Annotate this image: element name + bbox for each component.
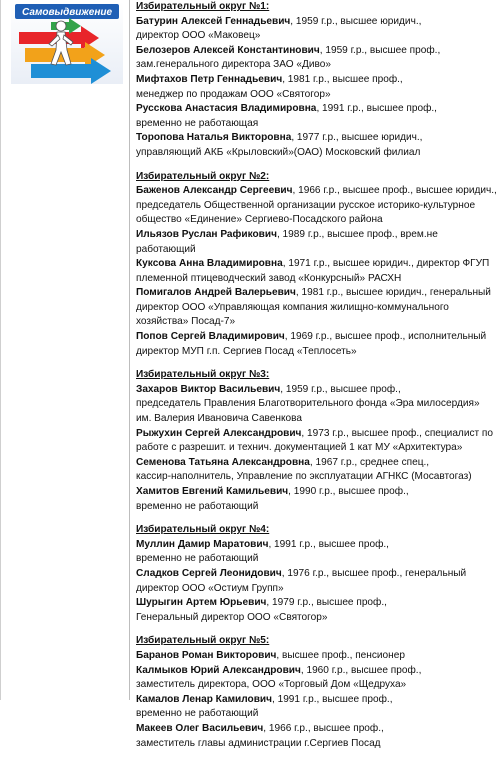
candidate-details: , 1991 г.р., высшее проф., (271, 693, 393, 705)
candidate-position-line: работе с разрешит. и технич. документацией 1 кат МУ «Архитектура» (136, 442, 463, 454)
district-title: Избирательный округ №3: (136, 369, 270, 381)
candidate-entry (136, 596, 498, 625)
candidate-entry (136, 15, 498, 44)
candidate-details: , 1959 г.р., высшее проф., (280, 383, 401, 395)
candidate-name: Батурин Алексей Геннадьевич (136, 15, 291, 27)
candidate-position-line: временно не работающий (136, 500, 259, 512)
candidate-name: Камалов Ленар Камилович (136, 693, 272, 705)
candidate-details: , 1959 г.р., высшее проф., (319, 44, 441, 56)
candidate-first-line (136, 485, 498, 500)
candidate-entry (136, 73, 498, 102)
candidate-first-line (136, 722, 498, 737)
candidate-position-line: племенной птицеводческий завод «Конкурсный» РАСХН (136, 272, 402, 284)
candidate-name: Попов Сергей Владимирович (136, 331, 285, 343)
candidate-details: , 1967 г.р., среднее спец., (309, 456, 430, 468)
district-title: Избирательный округ №2: (136, 170, 270, 182)
candidate-position-line: временно не работающая (136, 117, 259, 129)
candidate-first-line (136, 184, 498, 199)
candidate-list (136, 0, 498, 760)
candidate-position-line: им. Валерия Ивановича Савенкова (136, 413, 302, 425)
candidate-entry (136, 722, 498, 751)
district-title: Избирательный округ №4: (136, 524, 270, 536)
candidate-entry (136, 693, 498, 722)
candidate-first-line (136, 664, 498, 679)
candidate-position-line: хозяйства» Посад-7» (136, 316, 236, 328)
candidate-entry (136, 184, 498, 228)
candidate-first-line (136, 15, 498, 30)
candidate-details: , 1976 г.р., высшее проф., генеральный (281, 567, 467, 579)
candidate-entry (136, 228, 498, 257)
candidate-first-line (136, 102, 498, 117)
candidate-entry (136, 664, 498, 693)
candidate-entry (136, 44, 498, 73)
candidate-first-line (136, 456, 498, 471)
candidate-details: , 1959 г.р., высшее юридич., (290, 15, 422, 27)
self-nomination-logo (11, 2, 123, 84)
candidate-name: Сладков Сергей Леонидович (136, 567, 282, 579)
candidate-details: , 1971 г.р., высшее юридич., директор ФГУП (282, 258, 490, 270)
candidate-details: , 1979 г.р., высшее проф., (266, 597, 387, 609)
district-block (136, 368, 498, 514)
candidate-details: , 1973 г.р., высшее проф., специалист по (301, 427, 494, 439)
logo-graphic (11, 2, 123, 84)
candidate-name: Захаров Виктор Васильевич (136, 383, 281, 395)
candidate-details: , 1981 г.р., высшее юридич., генеральный (295, 287, 491, 299)
candidate-details: , 1989 г.р., высшее проф., врем.не работающий (136, 228, 438, 255)
candidate-details: , 1991 г.р., высшее проф., (316, 103, 437, 115)
candidate-name: Муллин Дамир Маратович (136, 538, 269, 550)
candidate-details: , 1966 г.р., высшее проф., высшее юридич., (292, 185, 497, 197)
candidate-details: , 1969 г.р., высшее проф., исполнительный (284, 331, 487, 343)
candidate-name: Шурыгин Артем Юрьевич (136, 597, 267, 609)
candidate-name: Торопова Наталья Викторовна (136, 132, 292, 144)
candidate-name: Белозеров Алексей Константинович (136, 44, 320, 56)
column-divider (129, 0, 130, 700)
candidate-first-line (136, 257, 498, 272)
candidate-name: Помигалов Андрей Валерьевич (136, 287, 296, 299)
candidate-position-line: управляющий АКБ «Крыловский»(ОАО) Московский филиал (136, 146, 421, 158)
candidate-entry (136, 257, 498, 286)
candidate-entry (136, 649, 498, 664)
candidate-first-line (136, 131, 498, 146)
candidate-first-line (136, 427, 498, 442)
candidate-details: , высшее проф., пенсионер (276, 649, 405, 661)
candidate-entry (136, 427, 498, 456)
candidate-first-line (136, 649, 498, 664)
candidate-position-line: общество «Единение» Сергиево-Посадского района (136, 214, 383, 226)
candidate-position-line: Генеральный директор ООО «Святогор» (136, 611, 328, 623)
candidate-name: Хамитов Евгений Камильевич (136, 486, 289, 497)
candidate-entry (136, 286, 498, 330)
candidate-first-line (136, 44, 498, 59)
candidate-first-line (136, 286, 498, 301)
candidate-position-line: директор ООО «Маковец» (136, 30, 261, 42)
district-block (136, 0, 498, 161)
candidate-position-line: директор ООО «Остиум Групп» (136, 582, 284, 594)
candidate-position-line: директор ООО «Управляющая компания жилищно-коммунального (136, 301, 449, 313)
candidate-first-line (136, 73, 498, 88)
candidate-name: Куксова Анна Владимировна (136, 258, 283, 270)
candidate-entry (136, 383, 498, 427)
district-title: Избирательный округ №1: (136, 1, 270, 12)
candidate-name: Ильязов Руслан Рафикович (136, 228, 277, 240)
candidate-position-line: председатель Общественной организации русское историко-культурное (136, 199, 476, 211)
candidate-details: , 1960 г.р., высшее проф., (300, 664, 422, 676)
candidate-position-line: заместитель директора, ООО «Торговый Дом «Щедруха» (136, 679, 407, 691)
candidate-details: , 1990 г.р., высшее проф., (288, 486, 409, 497)
candidate-entry (136, 102, 498, 131)
candidate-position-line: менеджер по продажам ООО «Святогор» (136, 88, 331, 100)
candidate-position-line: временно не работающий (136, 553, 259, 565)
candidate-entry (136, 485, 498, 514)
candidate-position-line: директор МУП г.п. Сергиев Посад «Теплосеть» (136, 345, 357, 357)
candidate-details: , 1991 г.р., высшее проф., (268, 538, 389, 550)
candidate-position-line: кассир-наполнитель, Управление по эксплуатации АГНКС (Мосавтогаз) (136, 471, 472, 483)
candidate-details: , 1966 г.р., высшее проф., (263, 722, 384, 734)
candidate-entry (136, 538, 498, 567)
district-title: Избирательный округ №5: (136, 635, 270, 647)
candidate-details: , 1981 г.р., высшее проф., (282, 73, 403, 85)
candidate-position-line: временно не работающий (136, 708, 259, 720)
candidate-first-line (136, 596, 498, 611)
candidate-name: Калмыков Юрий Александрович (136, 664, 301, 676)
candidate-name: Рыжухин Сергей Александрович (136, 427, 302, 439)
candidate-first-line (136, 383, 498, 398)
candidate-position-line: заместитель главы администрации г.Сергиев Посад (136, 737, 381, 749)
district-block (136, 170, 498, 360)
candidate-first-line (136, 330, 498, 345)
logo-text: Самовыдвижение (21, 7, 113, 18)
candidate-name: Русскова Анастасия Владимировна (136, 103, 317, 115)
candidate-position-line: председатель Правления Благотворительного фонда «Эра милосердия» (136, 398, 480, 410)
candidate-position-line: зам.генерального директора ЗАО «Диво» (136, 59, 331, 71)
candidate-first-line (136, 228, 498, 257)
candidate-first-line (136, 693, 498, 708)
candidate-name: Макеев Олег Васильевич (136, 722, 264, 734)
candidate-entry (136, 131, 498, 160)
candidate-name: Семенова Татьяна Александровна (136, 456, 310, 468)
candidate-name: Баранов Роман Викторович (136, 649, 277, 661)
candidate-first-line (136, 538, 498, 553)
candidate-entry (136, 456, 498, 485)
candidate-first-line (136, 567, 498, 582)
candidate-name: Мифтахов Петр Геннадьевич (136, 73, 283, 85)
candidate-details: , 1977 г.р., высшее юридич., (291, 132, 423, 144)
district-block (136, 523, 498, 625)
candidate-entry (136, 567, 498, 596)
candidate-name: Баженов Александр Сергеевич (136, 185, 293, 197)
candidate-entry (136, 330, 498, 359)
district-block (136, 634, 498, 751)
